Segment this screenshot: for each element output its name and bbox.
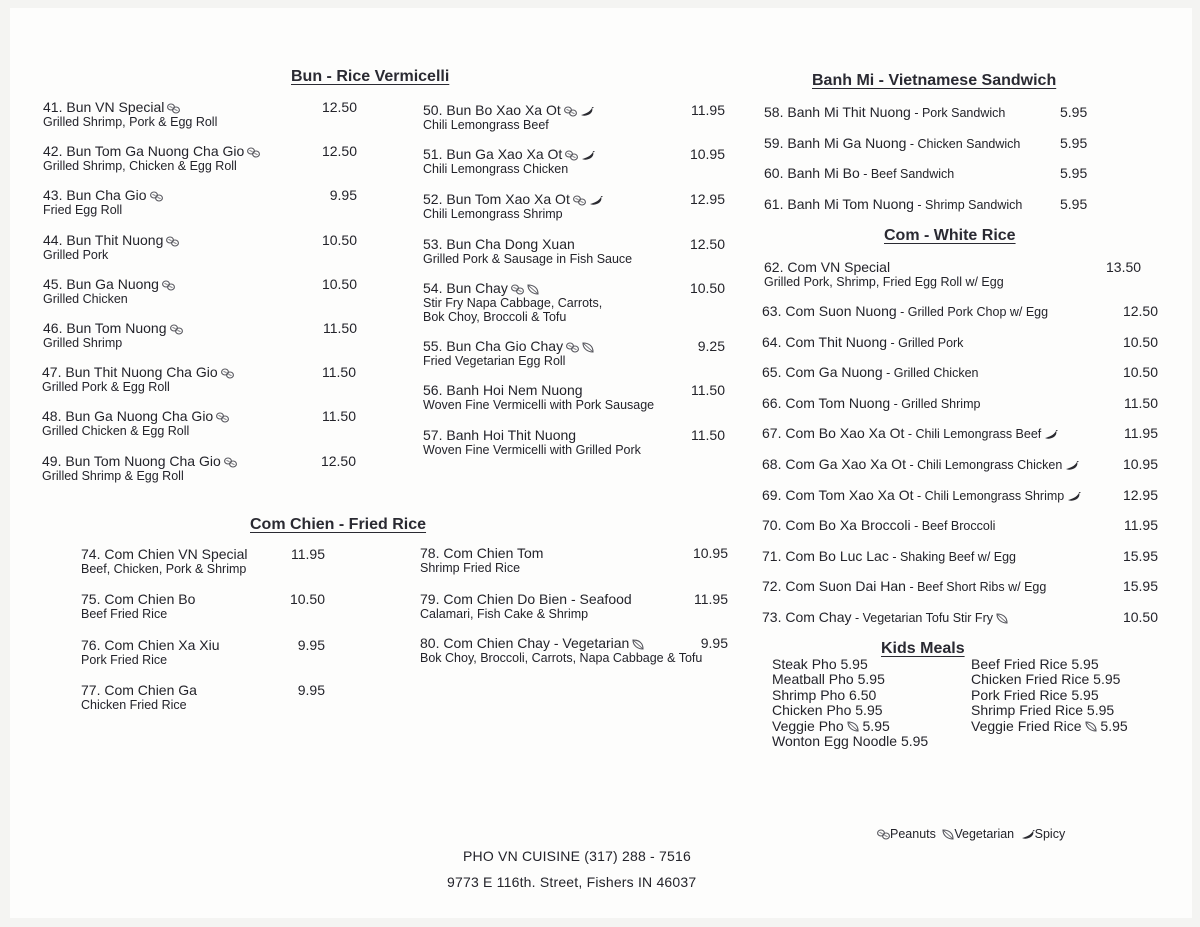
item-description: Stir Fry Napa Cabbage, Carrots, [423,296,603,310]
item-description: Calamari, Fish Cake & Shrimp [420,607,589,621]
legend-peanuts: Peanuts [890,827,936,841]
com-item [762,517,1158,534]
item-description: Shrimp Fried Rice [420,561,521,575]
vegetarian-icon [527,284,539,295]
item-price: 11.95 [1124,425,1158,441]
item-subtitle: - Grilled Chicken [882,366,979,380]
kids-meal-item [971,672,1120,688]
spicy-icon [589,196,603,205]
item-price: 11.95 [691,102,725,118]
item-description: Beef Fried Rice [81,607,168,621]
item-description: Grilled Chicken & Egg Roll [42,424,190,438]
com-item [762,334,1158,351]
item-subtitle: - Chicken Sandwich [906,136,1021,151]
bun-item [423,338,725,368]
kids-meal-label: Chicken Pho 5.95 [772,702,883,719]
item-subtitle: - Beef Broccoli [910,519,996,533]
kids-meal-item [971,688,1099,704]
item-subtitle: - Chili Lemongrass Beef [904,427,1042,441]
banh-mi-item [764,165,1088,182]
bun-item [43,232,357,262]
item-name: 71. Com Bo Luc Lac [762,548,889,564]
kids-meal-item [971,719,1128,735]
item-price: 5.95 [1060,195,1088,212]
com-item [762,395,1158,412]
item-name: 43. Bun Cha Gio [43,187,147,203]
spicy-icon [1067,492,1081,501]
peanut-icon [221,368,234,379]
legend-spicy: Spicy [1034,827,1066,841]
item-name: 69. Com Tom Xao Xa Ot [762,487,914,503]
kids-meal-price: 5.95 [1096,717,1128,734]
item-price: 10.95 [692,545,728,561]
menu-page [10,8,1192,918]
peanut-icon [150,191,163,202]
com-chien-item [81,682,325,712]
kids-meal-item [772,688,876,704]
item-name: 45. Bun Ga Nuong [43,276,159,292]
com-item [762,609,1158,626]
icon-legend [874,827,1065,841]
peanut-icon [566,342,579,353]
vegetarian-icon [582,342,594,353]
kids-meal-item [971,657,1099,673]
item-description: Chili Lemongrass Chicken [423,162,569,176]
com-chien-heading: Com Chien - Fried Rice [250,516,427,533]
item-name: 75. Com Chien Bo [81,591,196,607]
item-description: Grilled Pork & Egg Roll [42,380,170,394]
peanut-icon [565,150,578,161]
com-chien-item [420,545,728,575]
item-name: 73. Com Chay [762,609,852,625]
item-name: 72. Com Suon Dai Han [762,578,906,594]
item-description: Grilled Shrimp, Pork & Egg Roll [43,115,218,129]
kids-meal-label: Chicken Fried Rice 5.95 [971,671,1121,688]
com-chien-item [420,635,728,665]
item-price: 9.25 [697,338,725,354]
item-description: Bok Choy, Broccoli, Carrots, Napa Cabbage & Tofu [420,651,703,665]
item-price: 11.50 [322,364,356,380]
item-price: 9.95 [329,187,357,203]
bun-item [423,382,725,412]
item-name: 66. Com Tom Nuong [762,395,891,411]
item-price: 13.50 [1106,259,1142,275]
item-subtitle: - Beef Sandwich [859,167,955,181]
item-price: 10.50 [1122,609,1158,625]
kids-meal-label: Beef Fried Rice 5.95 [971,656,1099,672]
item-name: 70. Com Bo Xa Broccoli [762,517,911,533]
bun-item [423,146,725,176]
item-price: 11.95 [694,591,728,607]
item-name: 47. Bun Thit Nuong Cha Gio [42,364,218,380]
item-subtitle: - Grilled Pork Chop w/ Egg [896,305,1049,319]
item-description: Chili Lemongrass Beef [423,118,549,132]
peanut-icon [573,195,586,206]
item-name: 50. Bun Bo Xao Xa Ot [423,102,561,118]
item-name: 76. Com Chien Xa Xiu [81,637,220,653]
com-item [762,364,1158,381]
item-price: 11.95 [1124,517,1158,533]
item-subtitle: - Pork Sandwich [910,106,1006,120]
spicy-icon [581,151,595,160]
item-price: 10.50 [1122,364,1158,380]
item-price: 12.50 [321,99,357,115]
com-chien-item [81,637,325,667]
item-name: 57. Banh Hoi Thit Nuong [423,427,577,443]
item-price: 12.95 [1122,487,1158,503]
item-price: 9.95 [700,635,728,651]
item-price: 10.50 [321,232,357,248]
vegetarian-icon [632,639,644,650]
peanut-icon [247,147,260,158]
item-name: 62. Com VN Special [764,259,891,275]
item-name: 51. Bun Ga Xao Xa Ot [423,146,563,162]
bun-item [423,191,725,221]
item-description: Grilled Shrimp & Egg Roll [42,469,184,483]
vegetarian-icon [847,721,859,732]
peanut-icon [167,103,180,114]
bun-item [43,99,357,129]
item-subtitle: - Beef Short Ribs w/ Egg [905,580,1047,594]
bun-heading: Bun - Rice Vermicelli [291,68,450,85]
banh-mi-item [764,195,1088,213]
peanut-icon [511,284,524,295]
banh-mi-item [764,104,1088,121]
kids-meal-label: Shrimp Fried Rice 5.95 [971,702,1115,719]
item-name: 54. Bun Chay [423,280,508,296]
spicy-icon [1065,461,1079,470]
item-subtitle: - Chili Lemongrass Shrimp [913,489,1065,503]
item-price: 15.95 [1122,548,1158,564]
item-name: 42. Bun Tom Ga Nuong Cha Gio [43,143,245,159]
item-name: 59. Banh Mi Ga Nuong [764,134,907,151]
item-price: 11.95 [291,546,325,562]
com-item [762,425,1158,442]
item-price: 12.50 [689,236,725,252]
item-name: 58. Banh Mi Thit Nuong [764,104,911,120]
kids-meal-item [772,703,883,719]
vegetarian-icon [942,829,954,840]
peanut-icon [564,106,577,117]
bun-item [43,276,357,306]
item-name: 56. Banh Hoi Nem Nuong [423,382,583,398]
kids-meal-label: Veggie Pho [772,717,844,734]
com-chien-item [81,546,325,576]
com-chien-item [420,591,728,621]
item-description: Woven Fine Vermicelli with Grilled Pork [423,443,641,457]
item-price: 5.95 [1060,104,1088,120]
bun-item [42,453,356,483]
item-name: 61. Banh Mi Tom Nuong [764,195,914,212]
item-price: 11.50 [322,408,356,424]
item-description: Fried Vegetarian Egg Roll [423,354,566,368]
item-description-2: Bok Choy, Broccoli & Tofu [423,310,567,324]
item-subtitle: - Grilled Pork [887,336,964,350]
item-description: Chicken Fried Rice [81,698,187,712]
item-description: Grilled Shrimp, Chicken & Egg Roll [43,159,237,173]
vegetarian-icon [996,613,1008,624]
bun-item [42,364,356,394]
item-price: 10.95 [1122,456,1158,472]
kids-meal-label: Shrimp Pho 6.50 [772,686,877,703]
item-name: 44. Bun Thit Nuong [43,232,164,248]
com-item [762,548,1158,565]
item-price: 11.50 [691,427,725,443]
item-subtitle: - Shaking Beef w/ Egg [888,550,1017,564]
item-subtitle: - Grilled Shrimp [890,397,981,411]
item-name: 78. Com Chien Tom [420,545,544,561]
bun-item [43,320,357,350]
item-price: 10.50 [289,591,325,607]
bun-item [423,280,725,324]
item-name: 77. Com Chien Ga [81,682,197,698]
peanut-icon [170,324,183,335]
item-name: 41. Bun VN Special [43,99,165,115]
item-subtitle: - Vegetarian Tofu Stir Fry [851,611,993,625]
peanut-icon [224,457,237,468]
item-name: 53. Bun Cha Dong Xuan [423,236,575,252]
item-price: 9.95 [297,682,325,698]
item-name: 63. Com Suon Nuong [762,303,897,319]
peanut-icon [877,829,890,840]
bun-item [43,187,357,217]
spicy-icon [1021,830,1035,839]
item-name: 55. Bun Cha Gio Chay [423,338,564,354]
item-price: 12.50 [1122,303,1158,319]
legend-vegetarian: Vegetarian [954,827,1015,841]
item-name: 65. Com Ga Nuong [762,364,883,380]
bun-item [42,408,356,438]
item-name: 46. Bun Tom Nuong [43,320,167,336]
item-name: 52. Bun Tom Xao Xa Ot [423,191,570,207]
com-item [762,487,1158,504]
item-name: 67. Com Bo Xao Xa Ot [762,425,905,441]
item-description: Fried Egg Roll [43,203,123,217]
vegetarian-icon [1085,721,1097,732]
item-description: Chili Lemongrass Shrimp [423,207,563,221]
item-price: 12.50 [320,453,356,469]
com-item [762,578,1158,595]
banh-mi-item [764,134,1088,152]
item-price: 10.95 [689,146,725,162]
kids-meal-item [772,734,928,750]
item-price: 10.50 [1122,334,1158,350]
bun-item [423,102,725,132]
item-name: 80. Com Chien Chay - Vegetarian [420,635,630,651]
kids-meal-item [772,719,890,735]
kids-meal-label: Steak Pho 5.95 [772,656,868,672]
kids-meal-item [772,657,868,673]
banh-mi-heading: Banh Mi - Vietnamese Sandwich [812,72,1057,89]
item-name: 48. Bun Ga Nuong Cha Gio [42,408,214,424]
item-name: 79. Com Chien Do Bien - Seafood [420,591,632,607]
item-price: 9.95 [297,637,325,653]
com-heading: Com - White Rice [884,227,1016,244]
item-name: 60. Banh Mi Bo [764,165,860,181]
item-price: 11.50 [323,320,357,336]
com-item [762,456,1158,473]
peanut-icon [216,412,229,423]
kids-meal-item [772,672,885,688]
bun-item [423,427,725,457]
item-price: 5.95 [1060,134,1088,151]
item-description: Grilled Pork [43,248,109,262]
item-subtitle: - Chili Lemongrass Chicken [905,458,1063,472]
item-description: Woven Fine Vermicelli with Pork Sausage [423,398,655,412]
com-item [762,303,1158,320]
item-price: 12.50 [321,143,357,159]
item-price: 12.95 [689,191,725,207]
kids-meal-label: Meatball Pho 5.95 [772,671,885,688]
kids-meal-price: 5.95 [858,717,890,734]
item-description: Grilled Pork & Sausage in Fish Sauce [423,252,633,266]
bun-item [423,236,725,266]
item-subtitle: - Shrimp Sandwich [913,197,1023,212]
item-description: Grilled Shrimp [43,336,123,350]
item-price: 10.50 [321,276,357,292]
kids-meal-item [971,703,1114,719]
com-item-62 [764,259,1142,289]
peanut-icon [162,280,175,291]
item-description: Grilled Pork, Shrimp, Fried Egg Roll w/ Egg [764,275,1004,289]
peanut-icon [166,236,179,247]
kids-meal-label: Veggie Fried Rice [971,717,1082,734]
item-description: Pork Fried Rice [81,653,168,667]
item-name: 74. Com Chien VN Special [81,546,248,562]
kids-meals-heading: Kids Meals [881,640,965,657]
item-description: Beef, Chicken, Pork & Shrimp [81,562,247,576]
bun-item [43,143,357,173]
footer-phone: PHO VN CUISINE (317) 288 - 7516 [463,848,691,864]
com-chien-item [81,591,325,621]
item-description: Grilled Chicken [43,292,128,306]
item-name: 64. Com Thit Nuong [762,334,888,350]
item-name: 49. Bun Tom Nuong Cha Gio [42,453,221,469]
item-price: 11.50 [691,382,725,398]
item-price: 10.50 [689,280,725,296]
spicy-icon [580,107,594,116]
item-price: 11.50 [1124,395,1158,411]
footer-address: 9773 E 116th. Street, Fishers IN 46037 [447,874,697,890]
item-price: 5.95 [1060,165,1088,181]
kids-meal-label: Pork Fried Rice 5.95 [971,686,1099,703]
item-name: 68. Com Ga Xao Xa Ot [762,456,906,472]
kids-meal-label: Wonton Egg Noodle 5.95 [772,733,929,749]
spicy-icon [1044,430,1058,439]
item-price: 15.95 [1122,578,1158,594]
